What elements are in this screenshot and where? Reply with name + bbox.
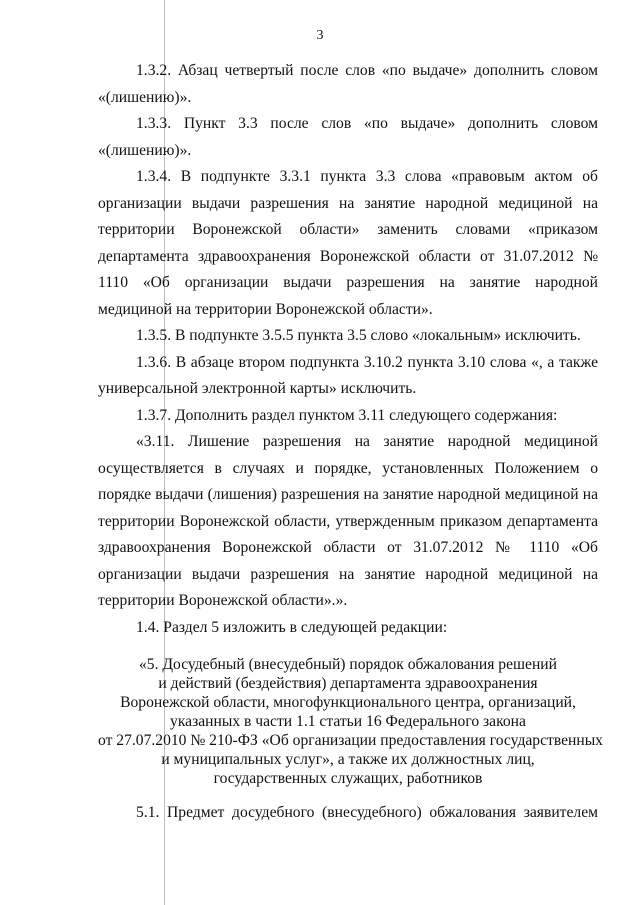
section-title-line: указанных в части 1.1 статьи 16 Федерального закона xyxy=(170,713,526,730)
section-title-line: государственных служащих, работников xyxy=(213,770,483,787)
section-title-line: от 27.07.2010 № 210-ФЗ «Об организации предоставления государственных xyxy=(98,732,603,749)
section-title-line: «5. Досудебный (внесудебный) порядок обжалования решений xyxy=(139,656,557,673)
paragraph-1-3-3: 1.3.3. Пункт 3.3 после слов «по выдаче» дополнить словом «(лишению)». xyxy=(98,115,598,159)
paragraph-1-3-6: 1.3.6. В абзаце втором подпункта 3.10.2 пункта 3.10 слова «, а также универсальной электронной карты» исключить. xyxy=(98,353,598,397)
paragraph-1-4: 1.4. Раздел 5 изложить в следующей редакции: xyxy=(136,618,448,636)
paragraph-1-3-7: 1.3.7. Дополнить раздел пунктом 3.11 следующего содержания: xyxy=(136,406,558,424)
paragraph-1-3-5: 1.3.5. В подпункте 3.5.5 пункта 3.5 слово «локальным» исключить. xyxy=(136,327,581,344)
section-title-line: и действий (бездействия) департамента здравоохранения xyxy=(158,675,538,692)
paragraph-1-3-2: 1.3.2. Абзац четвертый после слов «по выдаче» дополнить словом «(лишению)». xyxy=(98,62,598,106)
section-title-line: Воронежской области, многофункционального центра, организаций, xyxy=(120,694,576,711)
body-text xyxy=(98,58,598,641)
paragraph-1-3-4: 1.3.4. В подпункте 3.3.1 пункта 3.3 слова «правовым актом об организации выдачи разрешения на занятие народной медициной на территории Воронежской области» заменить словами «приказом департамента здравоохранения Воронежской области от 31.07.2012 № 1110 «Об организации выдачи разрешения на занятие народной медициной на территории Воронежской области». xyxy=(98,168,598,318)
paragraph-3-11: «3.11. Лишение разрешения на занятие народной медициной осуществляется в случаях и порядке, установленных Положением о порядке выдачи (лишения) разрешения на занятие народной медициной на территории Воронежской области, утвержденным приказом департамента здравоохранения Воронежской области от 31.07.2012 № 1110 «Об организации выдачи разрешения на занятие народной медициной на территории Воронежской области».». xyxy=(98,433,598,609)
section-title-line: и муниципальных услуг», а также их должностных лиц, xyxy=(161,751,535,768)
page-number: 3 xyxy=(316,28,324,43)
paragraph-5-1: 5.1. Предмет досудебного (внесудебного) обжалования заявителем xyxy=(136,804,598,821)
section-5-title xyxy=(98,655,603,788)
